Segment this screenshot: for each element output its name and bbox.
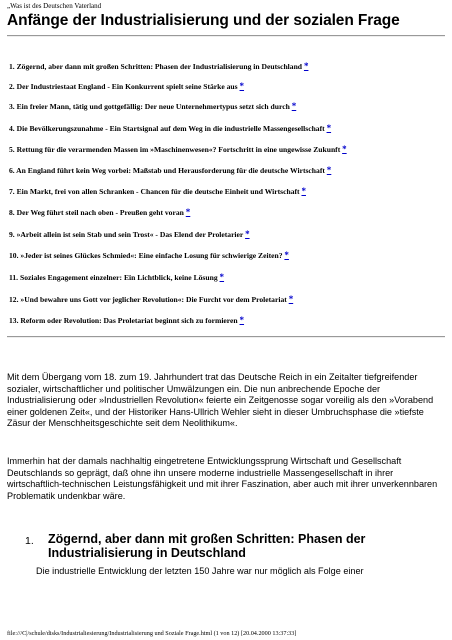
toc-item xyxy=(9,81,244,91)
toc-item-link[interactable]: * xyxy=(303,61,309,71)
toc-item xyxy=(9,186,306,196)
toc-item-label: 7. Ein Markt, frei von allen Schranken - Chancen für die deutsche Einheit und Wirtschaft xyxy=(9,187,300,196)
toc-item-label: 1. Zögernd, aber dann mit großen Schritten: Phasen der Industrialisierung in Deutschland xyxy=(9,62,303,71)
divider-bottom xyxy=(7,336,445,338)
paragraph-2: Immerhin hat der damals nachhaltig eingetretene Entwicklungssprung Wirtschaft und Gesellschaft Deutschlands so geprägt, daß ohne ihn unsere moderne industrielle Massengesellschaft in ihrer wirtschaftlich-technischen Leistungsfähigkeit und mit ihrer Faszination, aber auch mit ihrer unverkennbaren Problematik undenkbar wäre. xyxy=(7,456,438,501)
toc-item-label: 13. Reform oder Revolution: Das Proletariat beginnt sich zu formieren xyxy=(9,316,238,325)
toc-item-link[interactable]: * xyxy=(301,186,306,196)
page-header: „Was ist des Deutschen Vaterland xyxy=(7,2,102,10)
section-number: 1. xyxy=(25,535,34,547)
toc-item-link[interactable]: * xyxy=(288,294,294,304)
toc-item-link[interactable]: * xyxy=(245,229,250,239)
toc-item xyxy=(9,294,293,304)
toc-item xyxy=(9,123,331,133)
toc-item-link[interactable]: * xyxy=(239,315,245,325)
toc-item-label: 12. »Und bewahre uns Gott vor jeglicher Revolution«: Die Furcht vor dem Proletariat xyxy=(9,295,287,304)
toc-item-link[interactable]: * xyxy=(185,207,191,217)
paragraph-1: Mit dem Übergang vom 18. zum 19. Jahrhundert trat das Deutsche Reich in ein Zeitalter tiefgreifender sozialer, wirtschaftlicher und politischer Umwälzungen ein. Die nun anbrechende Epoche der Industrialisierung oder »Industriellen Revolution« feierte ein Zeitgenosse sogar voreilig als den »Vorabend einer goldenen Zeit«, und der Historiker Hans-Ullrich Wehler sieht in dieser Umbruchsphase die »tiefste Zäsur der Menschheitsgeschichte seit dem Neolithikum«. xyxy=(7,372,434,429)
page-footer: file:///C|/schule/disks/Industrialiesierung/Industrialisierung und Soziale Frage.html (1 von 12) [20.04.2000 13:37:33] xyxy=(7,630,297,637)
toc-item xyxy=(9,229,250,239)
toc-item-link[interactable]: * xyxy=(342,144,347,154)
page-title: Anfänge der Industrialisierung und der sozialen Frage xyxy=(7,12,400,29)
toc-item xyxy=(9,207,190,217)
toc-item-label: 11. Soziales Engagement einzelner: Ein Lichtblick, keine Lösung xyxy=(9,273,218,282)
toc-item xyxy=(9,250,289,260)
toc-item-label: 8. Der Weg führt steil nach oben - Preußen geht voran xyxy=(9,208,184,217)
section-body-text: Die industrielle Entwicklung der letzten 150 Jahre war nur möglich als Folge einer xyxy=(36,566,364,576)
toc-item-link[interactable]: * xyxy=(239,81,245,91)
toc-item-label: 2. Der Industriestaat England - Ein Konkurrent spielt seine Stärke aus xyxy=(9,82,238,91)
toc-item-link[interactable]: * xyxy=(291,101,297,111)
section-heading: Zögernd, aber dann mit großen Schritten: Phasen der Industrialisierung in Deutschland xyxy=(48,532,366,560)
toc-item-label: 6. An England führt kein Weg vorbei: Maßstab und Herausforderung für die deutsche Wirtschaft xyxy=(9,166,325,175)
toc-item-link[interactable]: * xyxy=(326,165,332,175)
toc-item xyxy=(9,165,331,175)
toc-item-label: 3. Ein freier Mann, tätig und gottgefällig: Der neue Unternehmertypus setzt sich durch xyxy=(9,102,290,111)
toc-item-link[interactable]: * xyxy=(326,123,332,133)
toc-item-label: 10. »Jeder ist seines Glückes Schmied«: Eine einfache Losung für schwierige Zeiten? xyxy=(9,251,283,260)
toc-item xyxy=(9,144,347,154)
toc-item-label: 4. Die Bevölkerungszunahme - Ein Startsignal auf dem Weg in die industrielle Massengesellschaft xyxy=(9,124,325,133)
toc-item-link[interactable]: * xyxy=(219,272,225,282)
toc-item-link[interactable]: * xyxy=(284,250,289,260)
toc-item xyxy=(9,101,296,111)
divider-top xyxy=(7,35,445,37)
toc-item xyxy=(9,315,244,325)
toc-item xyxy=(9,272,224,282)
toc-item xyxy=(9,61,308,71)
toc-item-label: 5. Rettung für die verarmenden Massen im »Maschinenwesen«? Fortschritt in eine ungewisse Zukunft xyxy=(9,145,341,154)
toc-item-label: 9. »Arbeit allein ist sein Stab und sein Trost« - Das Elend der Proletarier xyxy=(9,230,244,239)
